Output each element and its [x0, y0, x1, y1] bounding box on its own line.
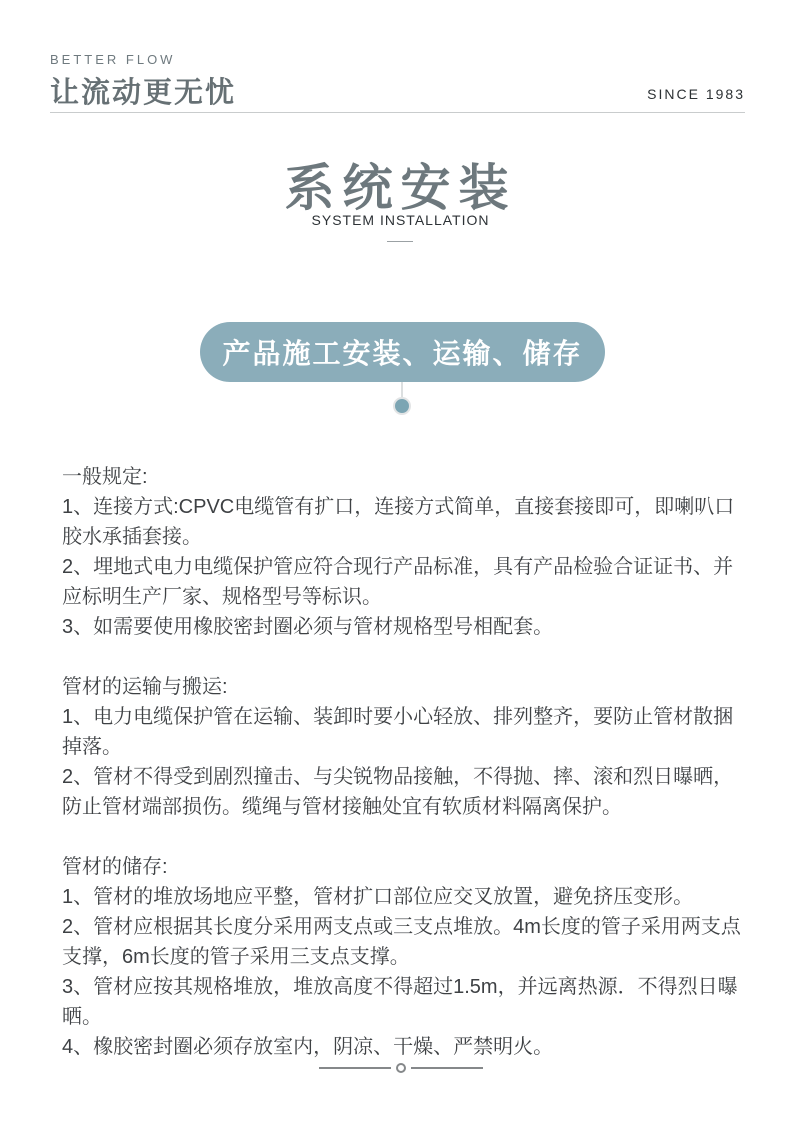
section-item: 1、连接方式:CPVC电缆管有扩口，连接方式简单，直接套接即可，即喇叭口胶水承插套接。	[62, 496, 735, 548]
section-general-rules	[62, 462, 746, 642]
section-transport	[62, 672, 746, 822]
body-text	[62, 462, 746, 1062]
since-label: SINCE 1983	[647, 86, 745, 102]
title-divider	[387, 241, 413, 242]
section-item: 3、如需要使用橡胶密封圈必须与管材规格型号相配套。	[62, 616, 554, 638]
section-badge	[200, 322, 605, 382]
section-item: 4、橡胶密封圈必须存放室内，阴凉、干燥、严禁明火。	[62, 1036, 554, 1058]
footer-ornament	[0, 1063, 801, 1073]
section-item: 1、管材的堆放场地应平整，管材扩口部位应交叉放置，避免挤压变形。	[62, 886, 694, 908]
header-divider	[50, 112, 745, 113]
section-item: 2、埋地式电力电缆保护管应符合现行产品标准，具有产品检验合证证书、并应标明生产厂家、规格型号等标识。	[62, 556, 734, 608]
section-heading: 一般规定:	[62, 466, 148, 488]
section-storage	[62, 852, 746, 1062]
footer-line-left	[319, 1067, 391, 1069]
connector-line	[401, 382, 403, 398]
section-badge-label: 产品施工安装、运输、储存	[222, 338, 583, 369]
section-item: 2、管材应根据其长度分采用两支点或三支点堆放。4m长度的管子采用两支点支撑，6m长度的管子采用三支点支撑。	[62, 916, 741, 968]
footer-line-right	[411, 1067, 483, 1069]
section-item: 3、管材应按其规格堆放，堆放高度不得超过1.5m，并远离热源．不得烈日曝晒。	[62, 976, 738, 1028]
page-subtitle: SYSTEM INSTALLATION	[311, 212, 490, 228]
section-item: 1、电力电缆保护管在运输、装卸时要小心轻放、排列整齐，要防止管材散捆掉落。	[62, 706, 734, 758]
brand-logo	[50, 52, 236, 111]
connector-dot-icon	[393, 397, 411, 415]
brand-tagline-en: BETTER FLOW	[50, 52, 176, 67]
section-heading: 管材的运输与搬运:	[62, 676, 228, 698]
section-heading: 管材的储存:	[62, 856, 168, 878]
brand-slogan-cn: 让流动更无忧	[50, 77, 237, 109]
section-item: 2、管材不得受到剧烈撞击、与尖锐物品接触，不得抛、摔、滚和烈日曝晒，防止管材端部损伤。缆绳与管材接触处宜有软质材料隔离保护。	[62, 766, 734, 818]
page-title: 系统安装	[284, 160, 517, 216]
footer-circle-icon	[396, 1063, 406, 1073]
